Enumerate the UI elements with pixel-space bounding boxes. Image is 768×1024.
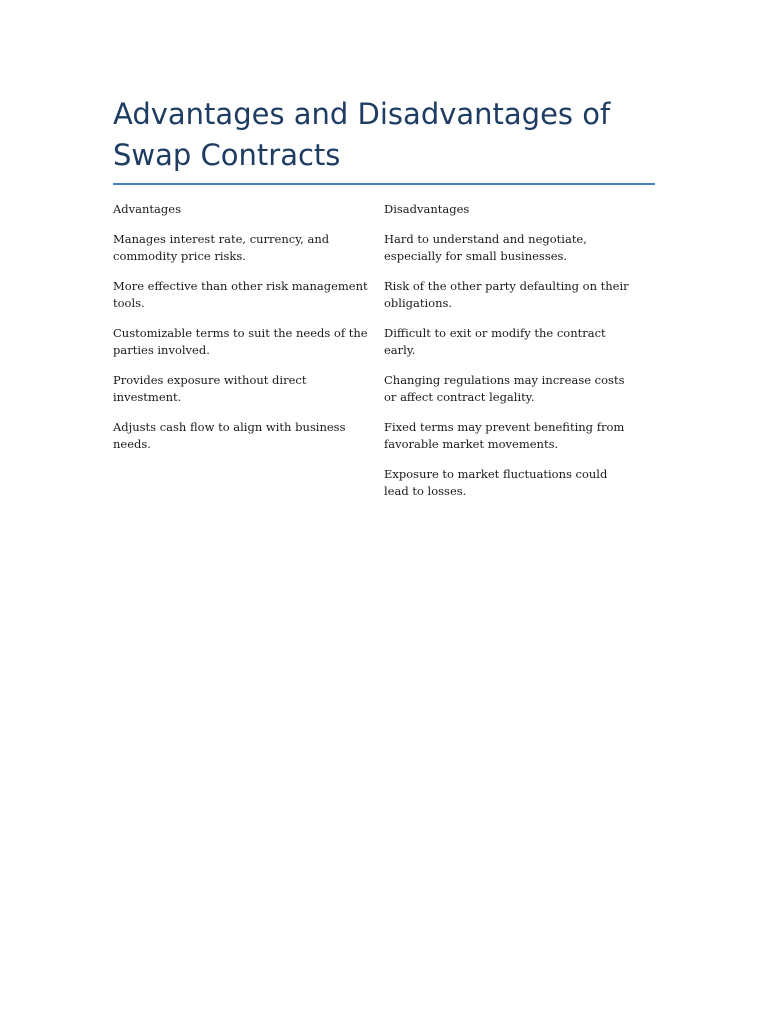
disadvantage-cell: Fixed terms may prevent benefiting from favorable market movements. bbox=[384, 419, 625, 451]
disadvantage-cell: Hard to understand and negotiate, especially for small businesses. bbox=[384, 231, 587, 263]
advantage-cell: Adjusts cash flow to align with business needs. bbox=[113, 419, 346, 451]
document-page bbox=[113, 94, 655, 513]
document-title: Advantages and Disadvantages of Swap Contracts bbox=[113, 94, 655, 185]
advantage-cell: Customizable terms to suit the needs of the parties involved. bbox=[113, 325, 368, 357]
disadvantage-cell: Risk of the other party defaulting on their obligations. bbox=[384, 278, 629, 310]
table-header-row bbox=[113, 201, 655, 219]
disadvantage-cell: Changing regulations may increase costs or affect contract legality. bbox=[384, 372, 625, 404]
disadvantage-cell: Difficult to exit or modify the contract early. bbox=[384, 325, 606, 357]
header-advantages: Advantages bbox=[113, 202, 181, 216]
disadvantage-cell: Exposure to market fluctuations could lead to losses. bbox=[384, 466, 608, 498]
table-row bbox=[113, 466, 655, 501]
advantage-cell: More effective than other risk management tools. bbox=[113, 278, 368, 310]
table-row bbox=[113, 325, 655, 360]
table-row bbox=[113, 278, 655, 313]
advantage-cell: Manages interest rate, currency, and commodity price risks. bbox=[113, 231, 330, 263]
table-row bbox=[113, 231, 655, 266]
table-row bbox=[113, 419, 655, 454]
advantage-cell: Provides exposure without direct investment. bbox=[113, 372, 307, 404]
header-disadvantages: Disadvantages bbox=[384, 202, 470, 216]
table-row bbox=[113, 372, 655, 407]
comparison-table bbox=[113, 201, 655, 501]
advantage-cell bbox=[113, 466, 384, 501]
